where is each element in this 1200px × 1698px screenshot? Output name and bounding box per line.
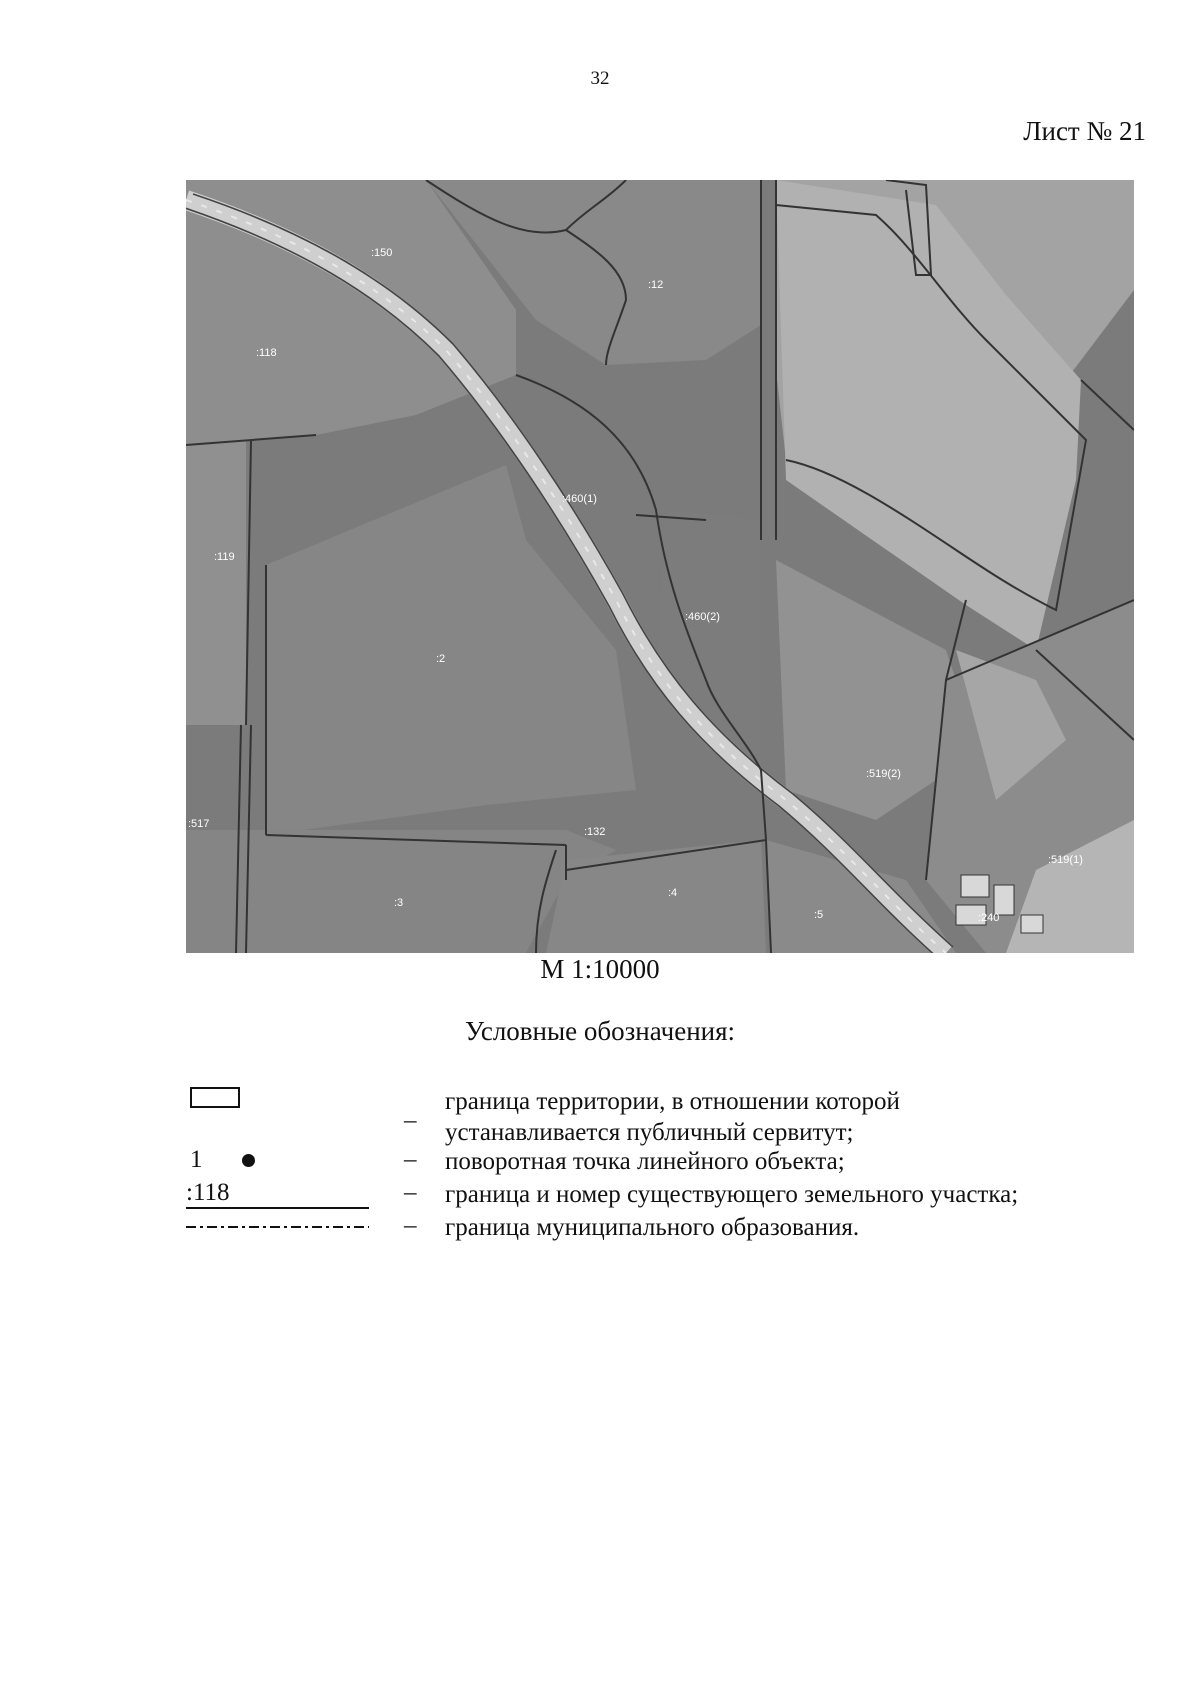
parcel-label: :5 [814,909,824,921]
parcel-label: :4 [668,887,678,899]
parcel-label: :517 [188,818,210,830]
parcel-label: :460(1) [562,493,597,505]
legend-title: Условные обозначения: [464,1016,736,1046]
parcel-line-sample: :118 [186,1179,369,1209]
point-dot-icon [242,1154,255,1167]
sheet-label: Лист № 21 [1023,116,1146,146]
parcel-label: :519(1) [1048,854,1083,866]
legend-text: устанавливается публичный сервитут; [445,1119,854,1146]
parcel-label: :2 [436,653,446,665]
parcel-label: :118 [256,347,277,359]
parcel-label: :12 [648,279,664,291]
parcel-label: :460(2) [685,611,720,623]
parcel-label: :519(2) [866,768,901,780]
scale-label: М 1:10000 [540,954,660,984]
point-number: 1 [190,1146,203,1173]
legend-text: поворотная точка линейного объекта; [445,1148,845,1175]
legend-text: граница и номер существующего земельного участка; [445,1181,1019,1208]
parcel-label: :150 [371,247,393,259]
parcel-label: :3 [394,897,404,909]
rectangle-symbol-icon [190,1087,240,1108]
legend-dash: – [404,1179,417,1206]
parcel-label: :240 [978,912,1000,924]
legend-dash: – [404,1107,417,1134]
legend-text: граница территории, в отношении которой [445,1088,900,1115]
legend-dash: – [404,1146,417,1173]
legend-text: граница муниципального образования. [445,1214,860,1241]
parcel-label: :132 [584,826,606,838]
legend-dash: – [404,1212,417,1239]
parcel-label: :119 [214,551,235,563]
dash-dot-line-icon [186,1224,369,1230]
page-number: 32 [590,68,610,89]
cadastral-map [186,180,1134,953]
